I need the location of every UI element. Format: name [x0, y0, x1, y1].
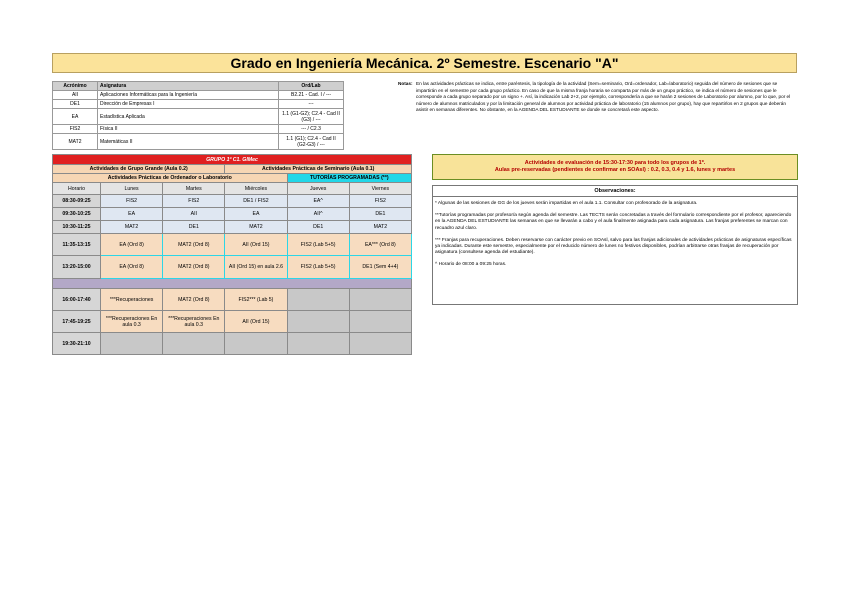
subject-row — [53, 91, 344, 100]
subject-row — [53, 109, 344, 125]
schedule-cell: AII — [163, 208, 225, 221]
subject-lab: 1.1 (G1); C2.4 - Cad II (G2-G3) / --- — [279, 134, 344, 150]
day-header: Horario — [53, 183, 101, 195]
schedule-cell: ***Recuperaciones En aula 0.3 — [163, 311, 225, 333]
schedule-cell: FIS2 (Lab 5+5) — [287, 234, 349, 256]
schedule-cell: DE1 — [287, 221, 349, 234]
subject-acronym: DE1 — [53, 100, 98, 109]
legend-tutorias: TUTORÍAS PROGRAMADAS (**) — [287, 174, 411, 183]
schedule-cell: AII^ — [287, 208, 349, 221]
subject-name: Aplicaciones Informáticas para la Ingeniería — [98, 91, 279, 100]
notes-label: Notas: — [398, 81, 413, 86]
schedule-cell: DE1 / FIS2 — [225, 195, 287, 208]
subject-name: Matemáticas II — [98, 134, 279, 150]
schedule-cell — [287, 289, 349, 311]
subject-acronym: MAT2 — [53, 134, 98, 150]
schedule-cell: MAT2 — [225, 221, 287, 234]
schedule-cell: EA — [101, 208, 163, 221]
time-slot: 17:45-19:25 — [53, 311, 101, 333]
schedule-cell: MAT2 — [101, 221, 163, 234]
schedule-cell: AII (Ord 15) — [225, 311, 287, 333]
subject-lab: B2.21 - Cad. I / --- — [279, 91, 344, 100]
time-slot: 19:30-21:10 — [53, 333, 101, 355]
schedule-cell — [287, 333, 349, 355]
time-slot: 16:00-17:40 — [53, 289, 101, 311]
lunch-break-row — [53, 279, 412, 289]
schedule-cell: ***Recuperaciones En aula 0.3 — [101, 311, 163, 333]
legend-ordenador: Actividades Prácticas de Ordenador o Laboratorio — [53, 174, 288, 183]
schedule-cell: EA*** (Ord 8) — [349, 234, 411, 256]
observation-item: ^ Horario de 08:00 a 09:25 horas. — [435, 262, 507, 268]
header-subject: Asignatura — [98, 82, 279, 91]
evaluation-notice — [432, 154, 798, 180]
notes-text: En las actividades prácticas se indica, entre paréntesis, la tipología de la actividad (Sem=seminario, Ord=ordenador, Lab=laboratorio) seguida del número de sesiones que se impartirán en el semestre por cada grupo práctico. En caso de que la misma franja horaria se comparta por más de un grupo práctico, se indica el número de sesiones que le corresponde a cada grupo separado por un signo +. Así, la indicación Lab 2+2, por ejemplo, correspondería a que se harán 2 sesiones de Laboratorio por alumno, por lo que, por el número de alumnos matriculados y por la limitación general de alumnos por actividad práctica de laboratorio (15 alumnos por grupo), hay que repartirlos en 2 grupos que deberán asistir en semanas diferentes. No obstante, en la AGENDA DEL ESTUDIANTE se donde se concretará este aspecto. — [416, 81, 791, 113]
time-slot: 10:30-11:25 — [53, 221, 101, 234]
page-title: Grado en Ingeniería Mecánica. 2º Semestre. Escenario "A" — [52, 53, 797, 73]
schedule-cell: EA^ — [287, 195, 349, 208]
schedule-cell — [101, 333, 163, 355]
subject-name: Dirección de Empresas I — [98, 100, 279, 109]
subject-name: Física II — [98, 125, 279, 134]
subject-lab: --- / C2.3 — [279, 125, 344, 134]
schedule-cell — [349, 333, 411, 355]
time-slot: 11:35-13:15 — [53, 234, 101, 256]
schedule-cell: EA (Ord 8) — [101, 234, 163, 256]
observation-item: * Algunas de las sesiones de GG de los jueves serán impartidas en el aula 1.1. Consultar con profesorado de la asignatura. — [435, 201, 698, 206]
schedule-cell: DE1 — [163, 221, 225, 234]
schedule-cell: EA — [225, 208, 287, 221]
day-header: Martes — [163, 183, 225, 195]
subjects-table — [52, 81, 344, 150]
observations-box — [432, 185, 798, 305]
schedule-cell: AII (Ord 15) — [225, 234, 287, 256]
schedule-cell: FIS2*** (Lab 5) — [225, 289, 287, 311]
schedule-cell — [163, 333, 225, 355]
observation-item: *** Franjas para recuperaciones. Deben reservarse con carácter previo en SOAsl, salvo para las franjas adicionales de actividades prácticas de asignaturas específicas ya indicadas. Durante este semestre, especialmente por el reducido número de lunes no festivos disponibles, podrían arbitrarse otras franjas de recuperación por asignatura (consultese agenda del estudiante). — [435, 237, 792, 256]
schedule-table — [52, 154, 412, 355]
observations-title: Observaciones: — [433, 186, 797, 197]
schedule-cell: MAT2 (Ord 8) — [163, 234, 225, 256]
time-slot: 08:30-09:25 — [53, 195, 101, 208]
legend-grupo-grande: Actividades de Grupo Grande (Aula 0.2) — [53, 165, 225, 174]
subject-row — [53, 134, 344, 150]
evaluation-line-2: Aulas pre-reservadas (pendientes de confirmar en SOAsl) : 0.2, 0.3, 0.4 y 1.6, lunes y martes — [494, 167, 736, 173]
day-header: Viernes — [349, 183, 411, 195]
day-header: Lunes — [101, 183, 163, 195]
schedule-cell: MAT2 — [349, 221, 411, 234]
schedule-cell: MAT2 (Ord 8) — [163, 289, 225, 311]
schedule-row — [53, 256, 412, 279]
schedule-row — [53, 289, 412, 311]
schedule-cell — [349, 289, 411, 311]
time-slot: 09:30-10:25 — [53, 208, 101, 221]
schedule-row — [53, 195, 412, 208]
header-acronym: Acrónimo — [53, 82, 98, 91]
subject-row — [53, 100, 344, 109]
subject-acronym: FIS2 — [53, 125, 98, 134]
schedule-cell: DE1 (Sem 4+4) — [349, 256, 411, 279]
legend-seminario: Actividades Prácticas de Seminario (Aula 0.1) — [225, 165, 412, 174]
schedule-cell — [349, 311, 411, 333]
schedule-cell: ***Recuperaciones — [101, 289, 163, 311]
schedule-cell: AII (Ord 15) en aula 2.6 — [225, 256, 287, 279]
observation-item: **Tutorías programadas por profesor/a según agenda del semestre. Las TECTS serán concretadas a través del formulario correspondiente por el profesor, apareciendo en la AGENDA DEL ESTUDIANTE las semanas en que se llevarán a cabo y el aula finalmente asignada para cada asignatura. Las franjas preferentes se marcan con recuadro azul claro. — [435, 213, 792, 231]
schedule-cell — [287, 311, 349, 333]
lunch-break — [53, 279, 412, 289]
group-title: GRUPO 1º C1. GIMec — [53, 155, 412, 165]
schedule-cell: EA (Ord 8) — [101, 256, 163, 279]
day-header: Jueves — [287, 183, 349, 195]
day-header: Miércoles — [225, 183, 287, 195]
subject-acronym: EA — [53, 109, 98, 125]
subject-lab: --- — [279, 100, 344, 109]
subject-lab: 1.1 (G1-G2); C2.4 - Cad II (G3) / --- — [279, 109, 344, 125]
schedule-cell: FIS2 — [349, 195, 411, 208]
evaluation-line-1: Actividades de evaluación de 15:30-17:30 para todo los grupos de 1º. — [524, 160, 706, 166]
schedule-row — [53, 333, 412, 355]
header-ordlab: Ord/Lab — [279, 82, 344, 91]
schedule-cell: MAT2 (Ord 8) — [163, 256, 225, 279]
notes-block — [398, 81, 798, 114]
schedule-cell: FIS2 — [101, 195, 163, 208]
subject-acronym: AII — [53, 91, 98, 100]
subject-name: Estadística Aplicada — [98, 109, 279, 125]
schedule-cell: FIS2 (Lab 5+5) — [287, 256, 349, 279]
schedule-row — [53, 234, 412, 256]
schedule-row — [53, 208, 412, 221]
schedule-cell — [225, 333, 287, 355]
schedule-cell: FIS2 — [163, 195, 225, 208]
schedule-cell: DE1 — [349, 208, 411, 221]
schedule-row — [53, 221, 412, 234]
schedule-row — [53, 311, 412, 333]
subject-row — [53, 125, 344, 134]
time-slot: 13:20-15:00 — [53, 256, 101, 279]
